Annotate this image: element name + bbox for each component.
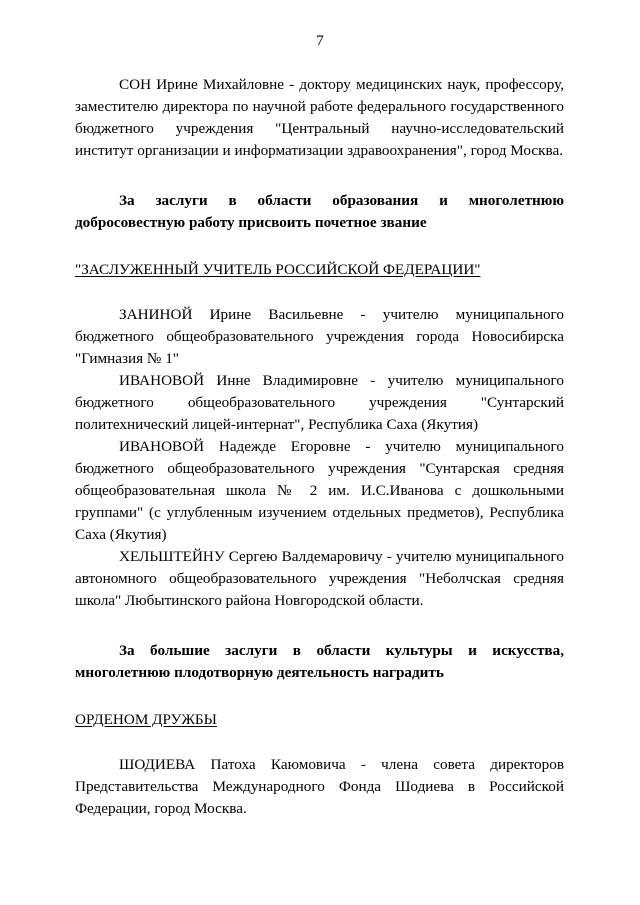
page-number: 7 [316,33,324,49]
award-entry: СОН Ирине Михайловне - доктору медицинских наук, профессору, заместителю директора по научной работе федерального государственного бюджетного учреждения "Центральный научно-исследовательский институт организации и информатизации здравоохранения", город Москва. [75,76,564,159]
award-entry: ИВАНОВОЙ Надежде Егоровне - учителю муниципального бюджетного общеобразовательного учреждения "Сунтарская средняя общеобразовательная школа № 2 им. И.С.Иванова с дошкольными группами" (с углубленным изучением отдельных предметов), Республика Саха (Якутия) [75,438,564,543]
award-entry: ИВАНОВОЙ Инне Владимировне - учителю муниципального бюджетного общеобразовательного учреждения "Сунтарский политехнический лицей-интернат", Республика Саха (Якутия) [75,372,564,433]
award-intro: За заслуги в области образования и многолетнюю добросовестную работу присвоить почетное звание [75,192,564,231]
document-body [75,74,564,820]
award-title: "ЗАСЛУЖЕННЫЙ УЧИТЕЛЬ РОССИЙСКОЙ ФЕДЕРАЦИИ" [75,261,481,278]
award-title: ОРДЕНОМ ДРУЖБЫ [75,711,217,728]
award-entry: ЗАНИНОЙ Ирине Васильевне - учителю муниципального бюджетного общеобразовательного учреждения города Новосибирска "Гимназия № 1" [75,306,564,367]
award-intro: За большие заслуги в области культуры и искусства, многолетнюю плодотворную деятельность наградить [75,642,564,681]
award-entry: ШОДИЕВА Патоха Каюмовича - члена совета директоров Представительства Международного Фонда Шодиева в Российской Федерации, город Москва. [75,756,564,817]
award-entry: ХЕЛЬШТЕЙНУ Сергею Валдемаровичу - учителю муниципального автономного общеобразовательного учреждения "Неболчская средняя школа" Любытинского района Новгородской области. [75,548,564,609]
